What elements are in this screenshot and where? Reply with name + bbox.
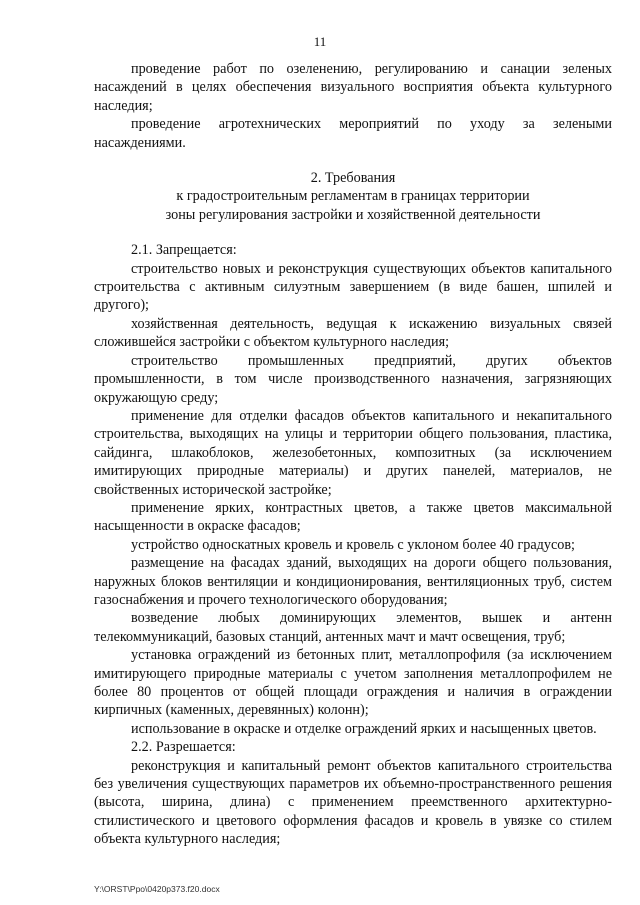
list-item: возведение любых доминирующих элементов, вышек и антенн телекоммуникаций, базовых станций, антенных мачт и мачт освещения, труб; (94, 610, 612, 645)
list-item: строительство новых и реконструкция существующих объектов капитального строительства с активным силуэтным завершением (в виде башен, шпилей и другого); (94, 260, 612, 314)
footer-file-path: Y:\ORST\Ppo\0420p373.f20.docx (94, 884, 220, 894)
list-item: установка ограждений из бетонных плит, металлопрофиля (за исключением имитирующего природные материалы с учетом заполнения металлопрофилем не более 80 процентов от общей площади ограждения и наличия в ограждении кирпичных (каменных, деревянных) колонн); (94, 647, 612, 719)
list-item: применение ярких, контрастных цветов, а также цветов максимальной насыщенности в окраске фасадов; (94, 499, 612, 535)
paragraph: проведение агротехнических мероприятий по уходу за зелеными насаждениями. (94, 116, 612, 151)
subsection-heading: 2.1. Запрещается: (131, 242, 237, 259)
paragraph: проведение работ по озеленению, регулированию и санации зеленых насаждений в целях обеспечения визуального восприятия объекта культурного наследия; (94, 61, 612, 114)
list-item: реконструкция и капитальный ремонт объектов капитального строительства без увеличения существующих параметров их объемно-пространственного решения (высота, ширина, длина) с применением преемственного архитектурно-стилистического и цветового оформления фасадов и кровель в увязке со стилем объекта культурного наследия; (94, 757, 612, 848)
section-subtitle: к градостроительным регламентам в границах территории (176, 188, 530, 205)
list-item: использование в окраске и отделке ограждений ярких и насыщенных цветов. (131, 720, 597, 737)
subsection-heading: 2.2. Разрешается: (131, 739, 236, 756)
list-item: хозяйственная деятельность, ведущая к искажению визуальных связей сложившейся застройки с объектом культурного наследия; (94, 315, 612, 351)
list-item: строительство промышленных предприятий, других объектов промышленности, в том числе производственного назначения, загрязняющих окружающую среду; (94, 352, 612, 406)
list-item: размещение на фасадах зданий, выходящих на дороги общего пользования, наружных блоков вентиляции и кондиционирования, вентиляционных труб, систем газоснабжения и прочего технологического оборудования; (94, 555, 612, 608)
list-item: устройство односкатных кровель и кровель с уклоном более 40 градусов; (131, 536, 575, 553)
page-number: 11 (313, 34, 327, 49)
section-subtitle: зоны регулирования застройки и хозяйственной деятельности (165, 206, 541, 223)
list-item: применение для отделки фасадов объектов капитального и некапитального строительства, выходящих на улицы и территории общего пользования, пластика, сайдинга, шлакоблоков, железобетонных, композитных (за исключением имитирующих природные материалы) и других панелей, материалов, не свойственных исторической застройке; (94, 407, 612, 498)
document-body (94, 60, 612, 849)
section-title: 2. Требования (310, 170, 396, 187)
